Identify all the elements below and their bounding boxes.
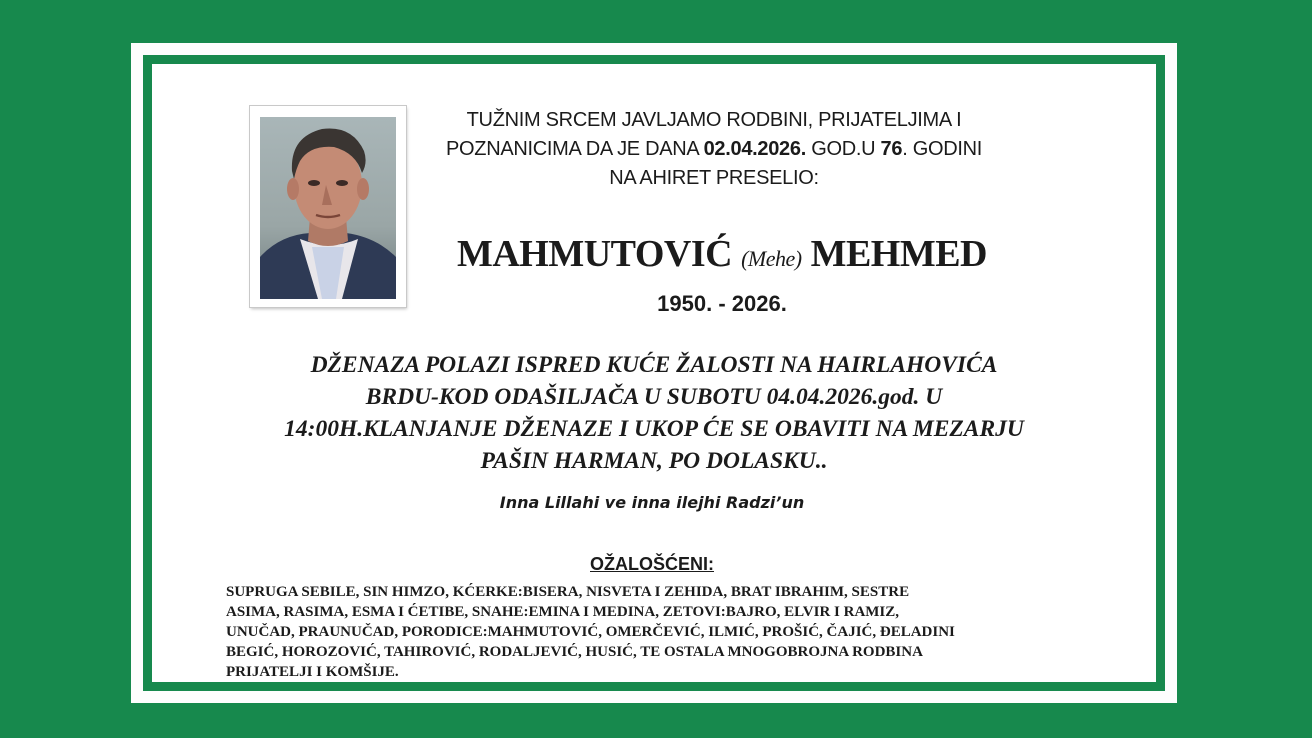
portrait-photo-frame (250, 106, 406, 307)
portrait-photo (260, 117, 396, 299)
surname: MAHMUTOVIĆ (456, 233, 733, 275)
funeral-line-3: 14:00H.KLANJANJE DŽENAZE I UKOP ĆE SE OBAVITI NA MEZARJU (284, 416, 1024, 442)
funeral-line-4: PAŠIN HARMAN, PO DOLASKU.. (480, 448, 828, 474)
nickname: (Mehe) (741, 246, 802, 271)
deceased-name (392, 232, 1052, 276)
crescent-icon (612, 0, 692, 18)
funeral-line-2: BRDU-KOD ODAŠILJAČA U SUBOTU 04.04.2026.god. U (365, 384, 943, 410)
funeral-line-1: DŽENAZA POLAZI ISPRED KUĆE ŽALOSTI NA HAIRLAHOVIĆA (310, 352, 998, 378)
intro-line-2: POZNANICIMA DA JE DANA 02.04.2026. GOD.U 76. GODINI (445, 138, 983, 160)
death-date: 02.04.2026. (703, 138, 806, 160)
mourners-line-3: UNUČAD, PRAUNUČAD, PORODICE:MAHMUTOVIĆ, OMERČEVIĆ, ILMIĆ, PROŠIĆ, ČAJIĆ, ĐELADINI (226, 624, 955, 640)
prayer-text: Inna Lillahi ve inna ilejhi Radzi’un (499, 493, 805, 512)
life-years: 1950. - 2026. (657, 291, 787, 316)
obituary-card (152, 64, 1156, 682)
intro-line-1: TUŽNIM SRCEM JAVLJAMO RODBINI, PRIJATELJIMA I (466, 109, 962, 131)
mourners-line-2: ASIMA, RASIMA, ESMA I ĆETIBE, SNAHE:EMINA I MEDINA, ZETOVI:BAJRO, ELVIR I RAMIZ, (226, 604, 900, 620)
mourners-line-1: SUPRUGA SEBILE, SIN HIMZO, KĆERKE:BISERA, NISVETA I ZEHIDA, BRAT IBRAHIM, SESTRE (226, 584, 910, 600)
funeral-details (214, 349, 1094, 477)
first-name: MEHMED (810, 233, 988, 275)
mourners-line-4: BEGIĆ, HOROZOVIĆ, TAHIROVIĆ, RODALJEVIĆ, HUSIĆ, TE OSTALA MNOGOBROJNA RODBINA (226, 644, 923, 660)
mourners-line-5: PRIJATELJI I KOMŠIJE. (226, 664, 399, 680)
mourners-list (226, 582, 1126, 682)
intro-line-3: NA AHIRET PRESELIO: (609, 167, 819, 189)
age: 76 (880, 138, 903, 160)
announcement-intro (404, 106, 1024, 193)
mourners-title: OŽALOŠĆENI: (590, 554, 714, 574)
